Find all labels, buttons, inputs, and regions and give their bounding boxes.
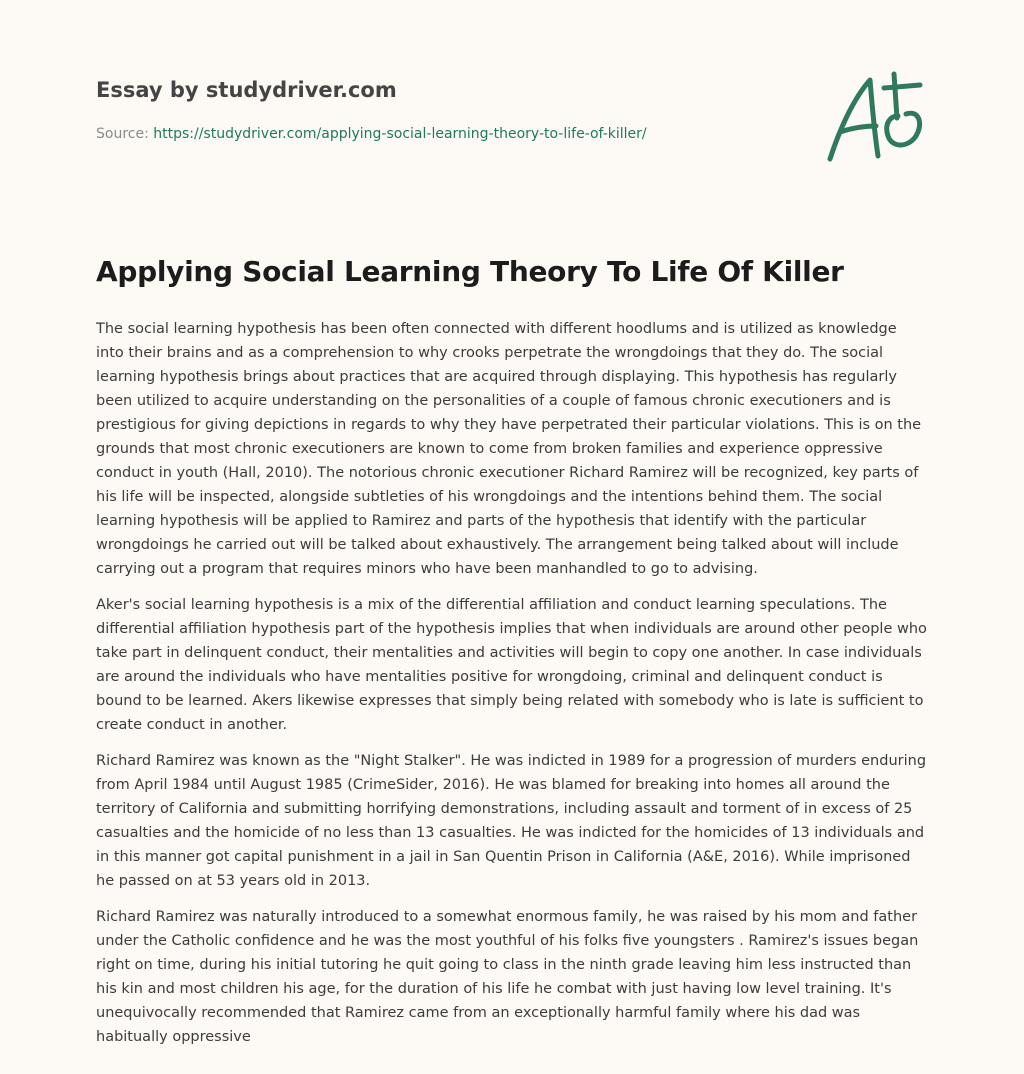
article-paragraph: Aker's social learning hypothesis is a mix of the differential affiliation and conduct learning speculations. The differential affiliation hypothesis part of the hypothesis implies that when individuals are around other people who take part in delinquent conduct, their mentalities and activities will begin to copy one another. In case individuals are around the individuals who have mentalities positive for wrongdoing, criminal and delinquent conduct is bound to be learned. Akers likewise expresses that simply being related with somebody who is late is sufficient to create conduct in another.	[96, 597, 927, 733]
site-title: Essay by studydriver.com	[96, 78, 397, 102]
essay-header	[96, 76, 796, 144]
article-paragraph: The social learning hypothesis has been often connected with different hoodlums and is utilized as knowledge into their brains and as a comprehension to why crooks perpetrate the wrongdoings that they do. The social learning hypothesis brings about practices that are acquired through displaying. This hypothesis has regularly been utilized to acquire understanding on the personalities of a couple of famous chronic executioners and is prestigious for giving depictions in regards to why they have perpetrated their particular violations. This is on the grounds that most chronic executioners are known to come from broken families and experience oppressive conduct in youth (Hall, 2010). The notorious chronic executioner Richard Ramirez will be recognized, key parts of his life will be inspected, alongside subtleties of his wrongdoings and the intentions behind them. The social learning hypothesis will be applied to Ramirez and parts of the hypothesis that identify with the particular wrongdoings he carried out will be talked about exhaustively. The arrangement being talked about will include carrying out a program that requires minors who have been manhandled to go to advising.	[96, 321, 922, 577]
source-link[interactable]: https://studydriver.com/applying-social-learning-theory-to-life-of-killer/	[153, 126, 647, 142]
a-plus-logo-icon	[818, 66, 930, 166]
article	[96, 252, 928, 1061]
article-paragraph: Richard Ramirez was known as the "Night Stalker". He was indicted in 1989 for a progression of murders enduring from April 1984 until August 1985 (CrimeSider, 2016). He was blamed for breaking into homes all around the territory of California and submitting horrifying demonstrations, including assault and torment of in excess of 25 casualties and the homicide of no less than 13 casualties. He was indicted for the homicides of 13 individuals and in this manner got capital punishment in a jail in San Quentin Prison in California (A&E, 2016). While imprisoned he passed on at 53 years old in 2013.	[96, 753, 927, 889]
article-paragraph: Richard Ramirez was naturally introduced to a somewhat enormous family, he was raised by his mom and father under the Catholic confidence and he was the most youthful of his folks five youngsters . Ramirez's issues began right on time, during his initial tutoring he quit going to class in the ninth grade leaving him less instructed than his kin and most children his age, for the duration of his life he combat with just having low level training. It's unequivocally recommended that Ramirez came from an exceptionally harmful family where his dad was habitually oppressive	[96, 909, 919, 1045]
article-title: Applying Social Learning Theory To Life Of Killer	[96, 255, 844, 288]
source-label: Source:	[96, 126, 154, 142]
source-line	[96, 124, 796, 144]
